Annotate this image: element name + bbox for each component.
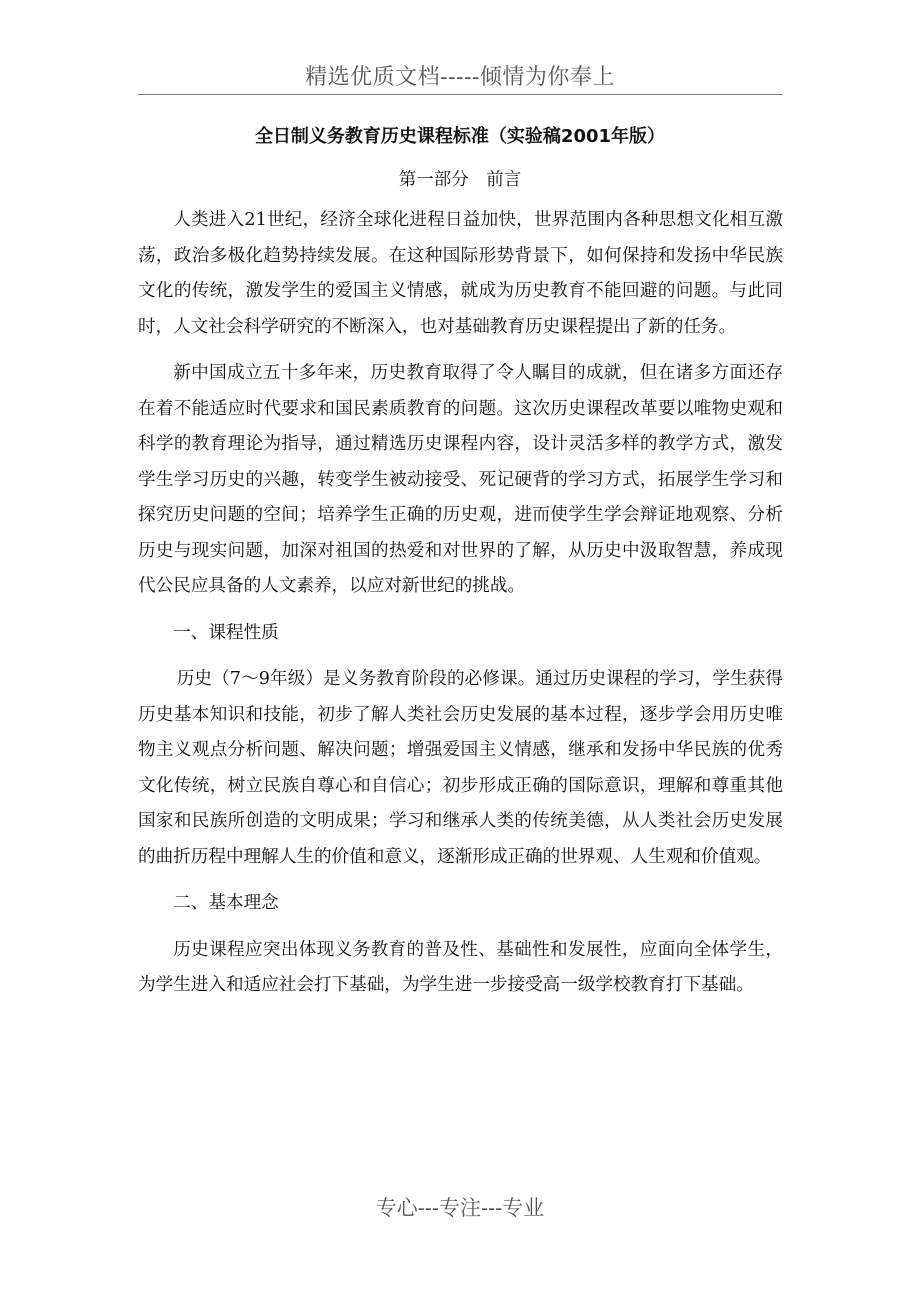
paragraph-intro-2: 新中国成立五十多年来，历史教育取得了令人瞩目的成就，但在诸多方面还存在着不能适应时代要求和国民素质教育的问题。这次历史课程改革要以唯物史观和科学的教育理论为指导，通过精选历史课程内容，设计灵活多样的教学方式，激发学生学习历史的兴趣，转变学生被动接受、死记硬背的学习方式，拓展学生学习和探究历史问题的空间；培养学生正确的历史观，进而使学生学会辩证地观察、分析历史与现实问题，加深对祖国的热爱和对世界的了解，从历史中汲取智慧，养成现代公民应具备的人文素养，以应对新世纪的挑战。 [138, 363, 783, 596]
section-title: 第一部分 前言 [398, 170, 522, 190]
document-body [138, 203, 783, 1015]
document-title: 全日制义务教育历史课程标准（实验稿2001年版） [254, 126, 666, 147]
paragraph-intro-1: 人类进入21世纪，经济全球化进程日益加快，世界范围内各种思想文化相互激荡，政治多极化趋势持续发展。在这种国际形势背景下，如何保持和发扬中华民族文化的传统，激发学生的爱国主义情感，就成为历史教育不能回避的问题。与此同时，人文社会科学研究的不断深入，也对基础教育历史课程提出了新的任务。 [138, 210, 783, 337]
paragraph-basic-concepts: 历史课程应突出体现义务教育的普及性、基础性和发展性，应面向全体学生，为学生进入和适应社会打下基础，为学生进一步接受高一级学校教育打下基础。 [138, 939, 783, 995]
header-divider [138, 94, 783, 95]
paragraph-course-nature: 历史（7～9年级）是义务教育阶段的必修课。通过历史课程的学习，学生获得历史基本知识和技能，初步了解人类社会历史发展的基本过程，逐步学会用历史唯物主义观点分析问题、解决问题；增强爱国主义情感，继承和发扬中华民族的优秀文化传统，树立民族自尊心和自信心；初步形成正确的国际意识，理解和尊重其他国家和民族所创造的文明成果；学习和继承人类的传统美德，从人类社会历史发展的曲折历程中理解人生的价值和意义，逐渐形成正确的世界观、人生观和价值观。 [138, 669, 783, 867]
heading-basic-concepts: 二、基本理念 [173, 893, 279, 913]
page-header: 精选优质文档-----倾情为你奉上 [305, 65, 615, 90]
heading-course-nature: 一、课程性质 [173, 622, 279, 643]
page-footer: 专心---专注---专业 [375, 1196, 545, 1220]
